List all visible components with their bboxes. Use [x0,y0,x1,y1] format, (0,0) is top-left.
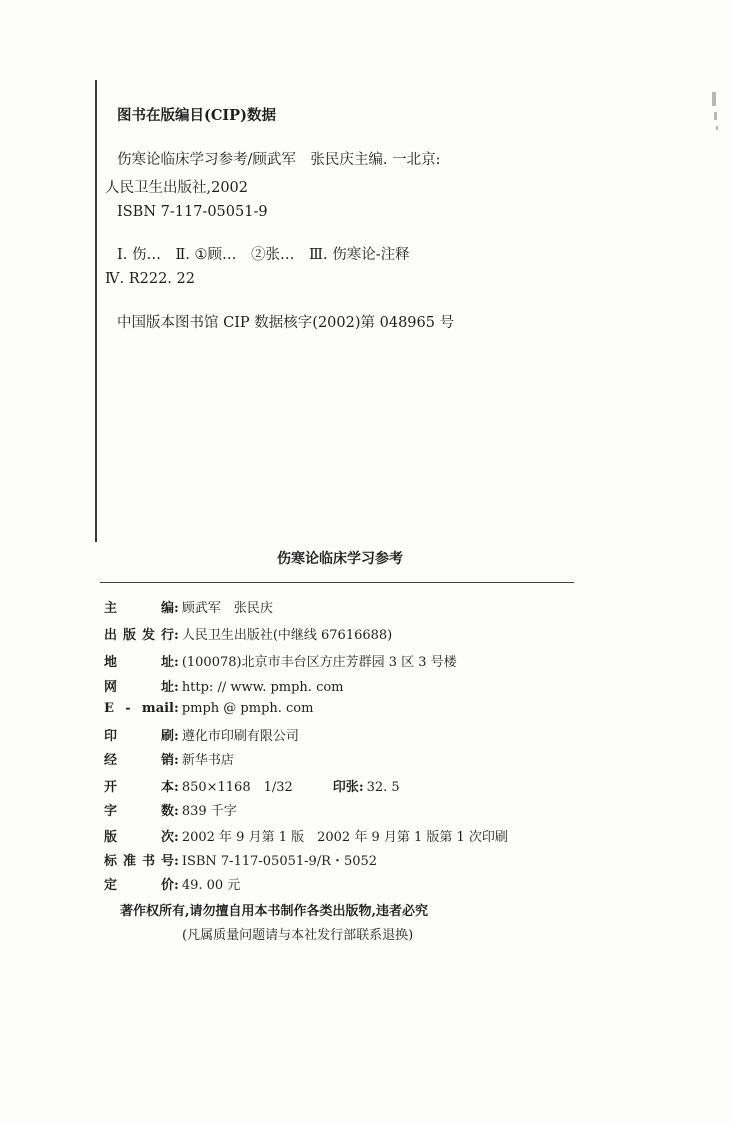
colon: : [174,729,179,744]
detail-label: 出版发行 [104,628,174,643]
book-title: 伤寒论临床学习参考 [277,551,403,567]
detail-row [104,850,377,869]
colon: : [174,680,179,695]
colon: : [174,655,179,670]
detail-label: 字数 [104,804,174,819]
detail-value: 2002 年 9 月第 1 版 2002 年 9 月第 1 版第 1 次印刷 [181,830,508,845]
detail-row [104,676,344,695]
detail-label: 印刷 [104,729,174,744]
detail-row [104,725,299,744]
detail-label: 标准书号 [104,854,174,869]
detail-extra-value: 32. 5 [366,780,400,795]
detail-value: 遵化市印刷有限公司 [181,729,299,744]
detail-label: 定价 [104,878,174,893]
detail-label: 开本 [104,780,174,795]
colon: : [174,878,179,893]
detail-value: 人民卫生出版社(中继线 67616688) [181,628,393,643]
detail-value: 新华书店 [181,753,234,768]
detail-row [104,800,237,819]
colon: : [174,780,179,795]
detail-label: 经销 [104,753,174,768]
cip-classification-1: Ⅰ. 伤… Ⅱ. ①顾… ②张… Ⅲ. 伤寒论-注释 [117,247,410,263]
detail-value: ISBN 7-117-05051-9/R・5052 [181,854,378,869]
detail-value: pmph @ pmph. com [181,701,314,716]
detail-row [104,826,508,845]
cip-isbn: ISBN 7-117-05051-9 [117,204,268,220]
detail-label: 版次 [104,830,174,845]
detail-value: (100078)北京市丰台区方庄芳群园 3 区 3 号楼 [181,655,457,670]
detail-value: http: // www. pmph. com [181,680,344,695]
detail-row [104,651,457,670]
detail-value: 839 千字 [181,804,237,819]
detail-row [104,776,400,795]
return-notice: (凡属质量问题请与本社发行部联系退换) [182,928,414,943]
copyright-notice: 著作权所有,请勿擅自用本书制作各类出版物,违者必究 [120,904,429,919]
cip-number: 中国版本图书馆 CIP 数据核字(2002)第 048965 号 [117,315,455,331]
colon: : [174,854,179,869]
scan-mark [714,112,717,120]
colon: : [174,601,179,616]
colon: : [174,753,179,768]
detail-row [104,749,234,768]
detail-label: 主编 [104,601,174,616]
divider [100,582,574,583]
detail-value: 49. 00 元 [181,878,241,893]
detail-value: 顾武军 张民庆 [181,601,273,616]
detail-label: 地址 [104,655,174,670]
colon: : [174,830,179,845]
detail-row [104,874,240,893]
detail-row [104,701,313,716]
cip-line-2: 人民卫生出版社,2002 [105,180,249,196]
scan-mark [712,92,716,106]
cip-line-1: 伤寒论临床学习参考/顾武军 张民庆主编. 一北京: [117,152,441,168]
detail-value: 850×1168 1/32 [181,780,293,795]
colon: : [174,628,179,643]
cip-heading: 图书在版编目(CIP)数据 [117,107,276,124]
colon: : [174,804,179,819]
detail-label: E - mail [104,701,174,716]
cip-classification-2: Ⅳ. R222. 22 [105,271,195,287]
detail-extra-label: 印张 [332,780,359,795]
margin-line [95,80,97,542]
detail-row [104,597,273,616]
colon: : [358,780,364,795]
colon: : [174,701,179,716]
detail-row [104,624,392,643]
detail-label: 网址 [104,680,174,695]
scan-mark [716,126,718,130]
